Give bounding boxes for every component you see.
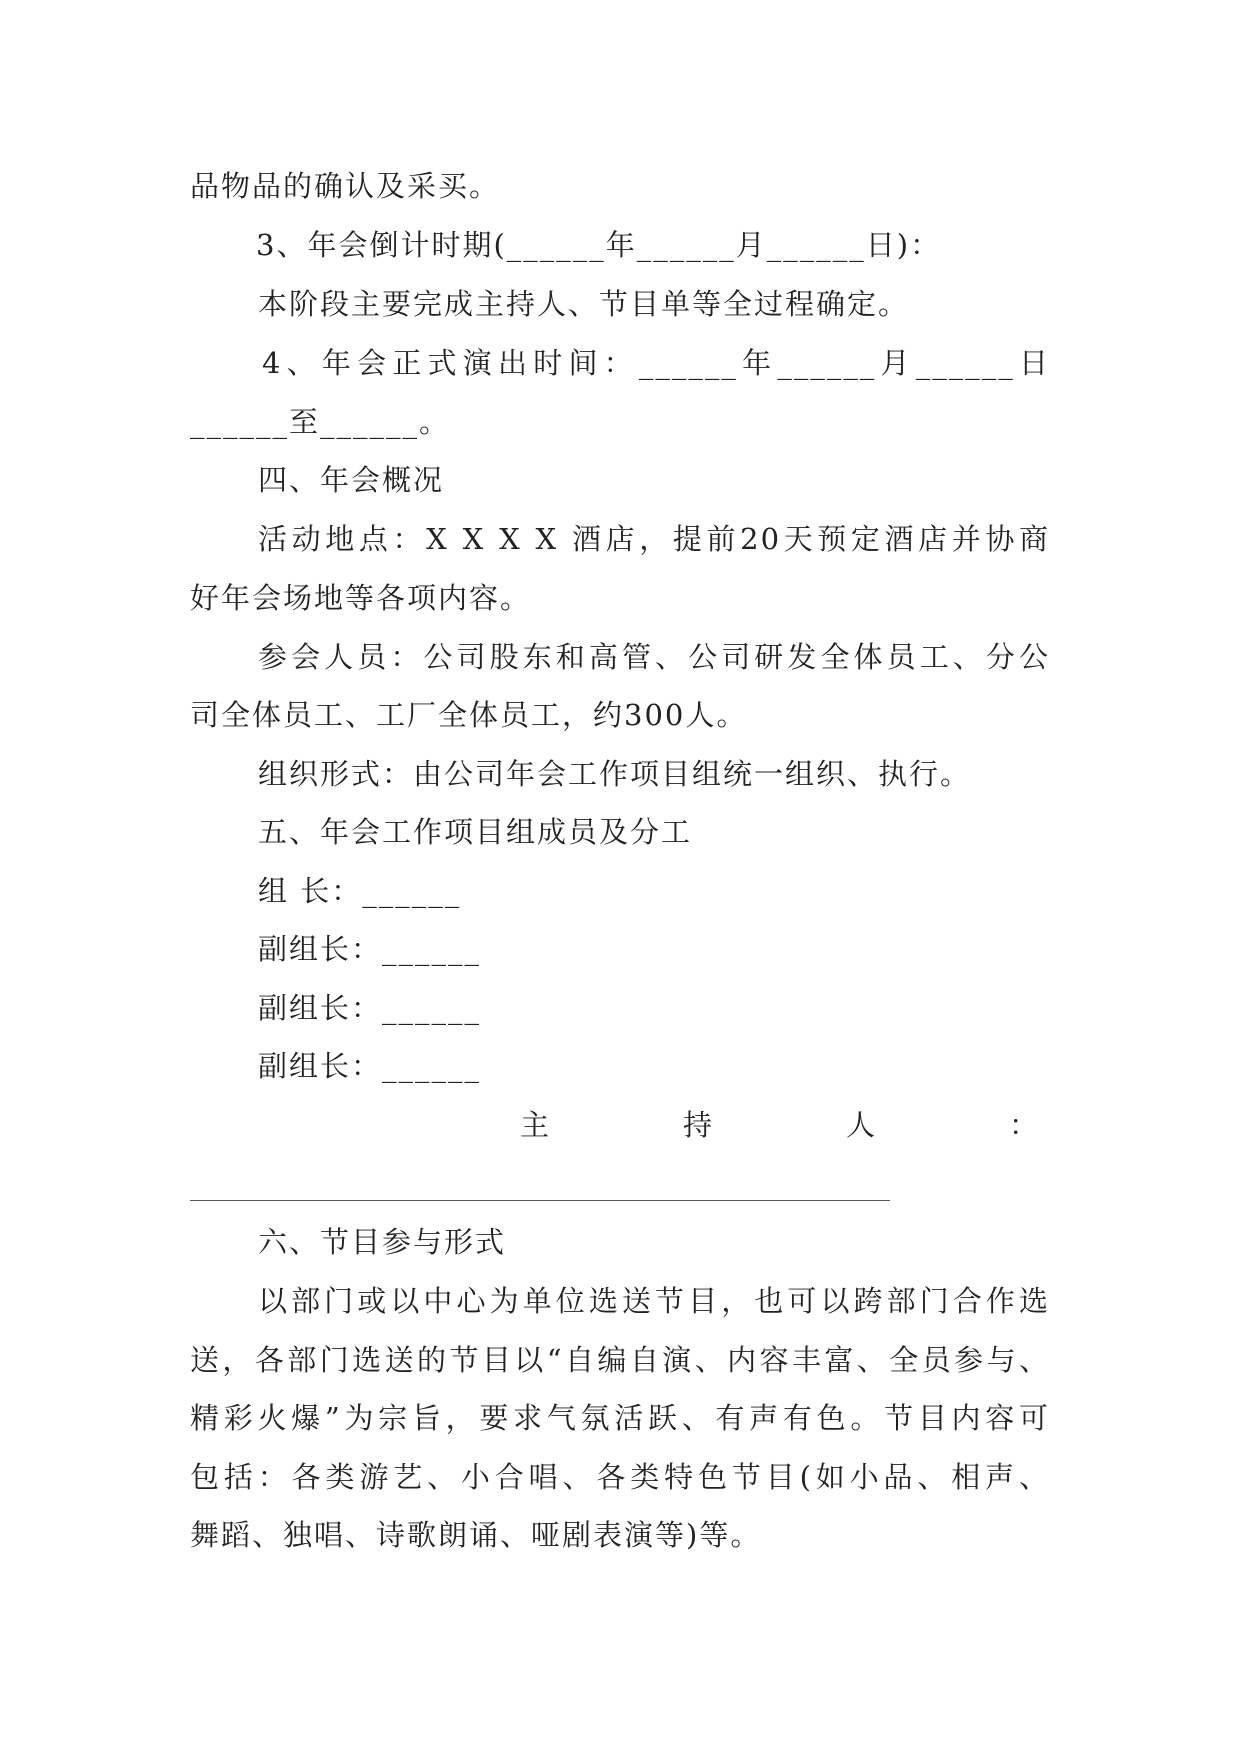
paragraph-line: 司全体员工、工厂全体员工，约300人。 xyxy=(190,698,748,732)
deputy-leader-line: 副组长：______ xyxy=(258,1049,482,1083)
deputy-leader-line: 副组长：______ xyxy=(258,991,482,1025)
host-underline xyxy=(190,1200,890,1201)
paragraph-line: 舞蹈、独唱、诗歌朗诵、哑剧表演等)等。 xyxy=(190,1518,762,1552)
performance-time-heading: 4、年会正式演出时间：______年______月______日 xyxy=(262,346,1050,380)
paragraph-line: 送，各部门选送的节目以“自编自演、内容丰富、全员参与、 xyxy=(190,1343,1050,1377)
team-leader-line: 组 长：______ xyxy=(258,874,462,908)
paragraph-line: 参会人员：公司股东和高管、公司研发全体员工、分公 xyxy=(258,640,1050,674)
section-heading-6: 六、节目参与形式 xyxy=(258,1225,507,1259)
paragraph-line: 包括：各类游艺、小合唱、各类特色节目(如小品、相声、 xyxy=(190,1460,1050,1494)
paragraph-line: 组织形式：由公司年会工作项目组统一组织、执行。 xyxy=(258,757,972,791)
paragraph-line: 活动地点：X X X X 酒店，提前20天预定酒店并协商 xyxy=(258,522,1050,556)
countdown-heading: 3、年会倒计时期(______年______月______日)： xyxy=(256,228,942,262)
paragraph-line: 品物品的确认及采买。 xyxy=(190,169,501,203)
paragraph-line: 本阶段主要完成主持人、节目单等全过程确定。 xyxy=(258,287,910,321)
section-heading-4: 四、年会概况 xyxy=(258,463,445,497)
paragraph-line: 精彩火爆”为宗旨，要求气氛活跃、有声有色。节目内容可 xyxy=(190,1401,1050,1435)
paragraph-line: 好年会场地等各项内容。 xyxy=(190,581,532,615)
section-heading-5: 五、年会工作项目组成员及分工 xyxy=(258,815,693,849)
deputy-leader-line: 副组长：______ xyxy=(258,932,482,966)
paragraph-line: 以部门或以中心为单位选送节目，也可以跨部门合作选 xyxy=(258,1284,1050,1318)
paragraph-line: ______至______。 xyxy=(190,405,451,439)
host-line: 主持人： xyxy=(520,1108,1173,1142)
